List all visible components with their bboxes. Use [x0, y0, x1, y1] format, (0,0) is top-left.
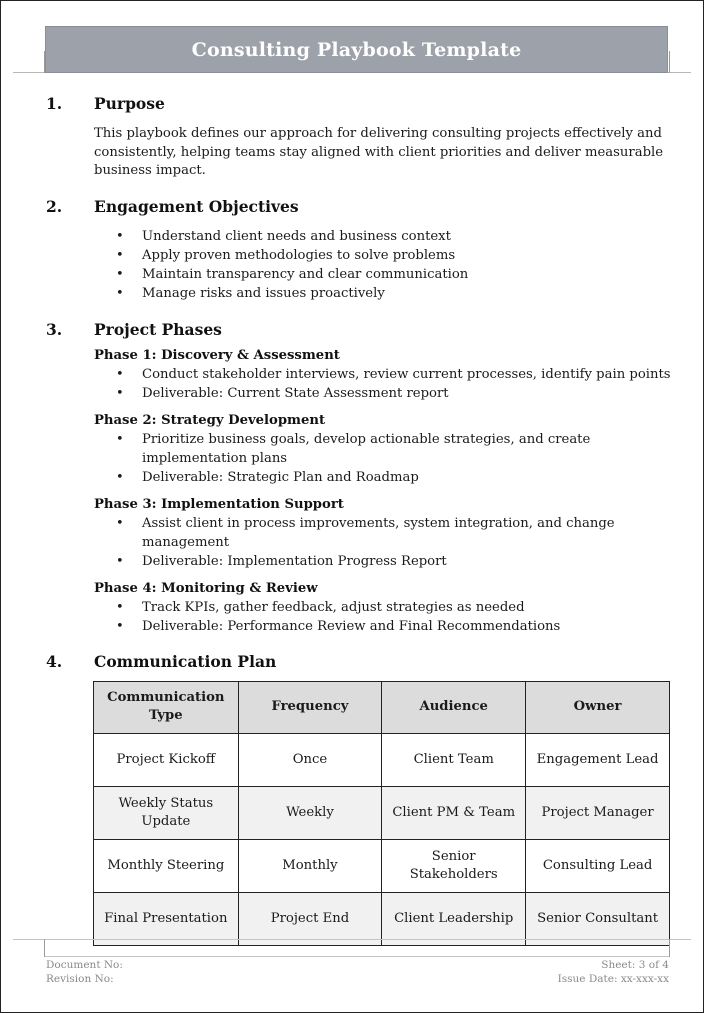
communication-plan-table — [93, 681, 670, 946]
column-header: Owner — [526, 681, 670, 733]
sheet-number: Sheet: 3 of 4 — [601, 959, 669, 971]
table-cell: Once — [238, 733, 382, 786]
revision-number-label: Revision No: — [46, 973, 114, 985]
table-cell: Senior Consultant — [526, 892, 670, 945]
table-cell: Monthly Steering — [94, 839, 239, 892]
list-item: • Assist client in process improvements, system integration, and change management — [94, 514, 671, 552]
list-item: • Understand client needs and business context — [94, 227, 671, 246]
table-cell: Senior Stakeholders — [382, 839, 526, 892]
table-cell: Client Leadership — [382, 892, 526, 945]
phase-2-list — [46, 430, 671, 487]
phase-4-list — [46, 598, 671, 636]
section-number: 3. — [46, 319, 63, 339]
list-item: • Maintain transparency and clear communication — [94, 265, 671, 284]
phase-1-list — [46, 365, 671, 403]
column-header: Audience — [382, 681, 526, 733]
section-number: 1. — [46, 94, 63, 113]
phase-4-title: Phase 4: Monitoring & Review — [94, 580, 318, 596]
table-row — [94, 733, 670, 786]
footer-left — [46, 958, 123, 986]
phase-1-title: Phase 1: Discovery & Assessment — [94, 347, 340, 363]
title-banner — [45, 26, 668, 73]
list-item: • Prioritize business goals, develop actionable strategies, and create implementation plans — [94, 430, 671, 468]
section-communication-heading — [46, 652, 671, 671]
table-cell: Weekly — [238, 786, 382, 839]
footer-right — [558, 958, 669, 986]
purpose-paragraph: This playbook defines our approach for delivering consulting projects effectively and consistently, helping teams stay aligned with client priorities and deliver measurable business impact. — [94, 126, 664, 178]
table-cell: Weekly Status Update — [94, 786, 239, 839]
footer-corner-right — [669, 939, 670, 957]
objectives-list — [46, 227, 671, 303]
list-item: • Apply proven methodologies to solve problems — [94, 246, 671, 265]
footer-rule-inner — [45, 956, 669, 957]
table-cell: Project End — [238, 892, 382, 945]
section-title: Engagement Objectives — [94, 196, 299, 216]
section-number: 4. — [46, 651, 63, 671]
phase-3-title: Phase 3: Implementation Support — [94, 496, 344, 512]
issue-date: Issue Date: xx-xxx-xx — [557, 973, 669, 985]
document-body — [46, 94, 671, 946]
table-row — [94, 786, 670, 839]
section-title: Purpose — [94, 94, 165, 113]
table-cell: Engagement Lead — [526, 733, 670, 786]
table-header-row — [94, 681, 670, 733]
footer-corner-left — [44, 939, 45, 957]
column-header: Communication Type — [94, 681, 239, 733]
table-row — [94, 839, 670, 892]
table-cell: Monthly — [238, 839, 382, 892]
list-item: • Manage risks and issues proactively — [94, 284, 671, 303]
table-cell: Project Manager — [526, 786, 670, 839]
section-purpose-heading — [46, 94, 671, 113]
section-phases-heading — [46, 320, 671, 339]
list-item: • Deliverable: Current State Assessment report — [94, 384, 671, 403]
section-objectives-heading — [46, 197, 671, 216]
table-cell: Client PM & Team — [382, 786, 526, 839]
list-item: • Conduct stakeholder interviews, review current processes, identify pain points — [94, 365, 671, 384]
document-title: Consulting Playbook Template — [191, 38, 522, 61]
list-item: • Track KPIs, gather feedback, adjust strategies as needed — [94, 598, 671, 617]
list-item: • Deliverable: Strategic Plan and Roadmap — [94, 468, 671, 487]
section-title: Project Phases — [94, 319, 222, 339]
header-corner-right — [669, 51, 670, 73]
phase-3-list — [46, 514, 671, 571]
phase-2-title: Phase 2: Strategy Development — [94, 412, 326, 428]
list-item: • Deliverable: Performance Review and Final Recommendations — [94, 617, 671, 636]
section-number: 2. — [46, 196, 63, 216]
table-cell: Client Team — [382, 733, 526, 786]
document-number-label: Document No: — [46, 959, 123, 971]
table-cell: Project Kickoff — [94, 733, 239, 786]
column-header: Frequency — [238, 681, 382, 733]
table-cell: Final Presentation — [94, 892, 239, 945]
table-row — [94, 892, 670, 945]
table-cell: Consulting Lead — [526, 839, 670, 892]
footer-rule — [13, 939, 691, 940]
section-title: Communication Plan — [94, 651, 277, 671]
list-item: • Deliverable: Implementation Progress Report — [94, 552, 671, 571]
